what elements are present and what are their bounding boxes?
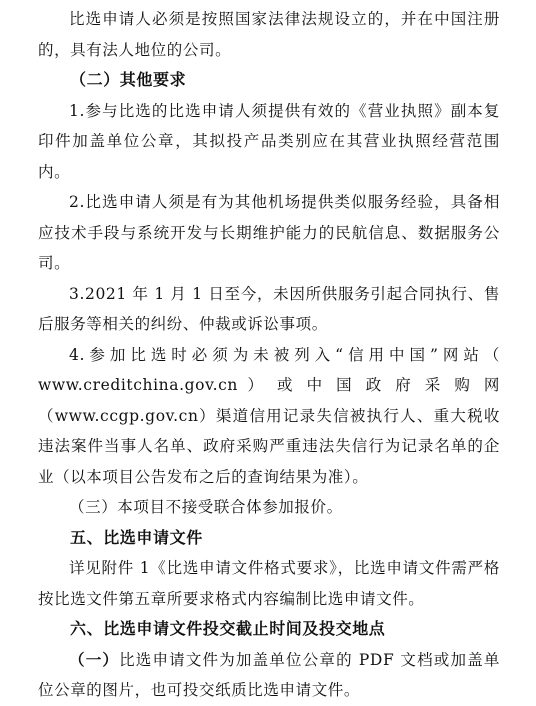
paragraph-application-format: 详见附件 1《比选申请文件格式要求》，比选申请文件需严格按比选文件第五章所要求格式内容编制比选申请文件。 — [38, 559, 500, 608]
paragraph-submission-text: 比选申请文件为加盖单位公章的 PDF 文档或加盖单位公章的图片，也可投交纸质比选申请文件。 — [38, 650, 500, 699]
heading-section-6: 六、比选申请文件投交截止时间及投交地点 — [70, 619, 386, 638]
paragraph-legal-entity: 比选申请人必须是按照国家法律法规设立的，并在中国注册的，具有法人地位的公司。 — [38, 10, 500, 59]
paragraph-submission-format — [38, 645, 500, 706]
paragraph-no-disputes: 3.2021 年 1 月 1 日至今，未因所供服务引起合同执行、售后服务等相关的纠纷、仲裁或诉讼事项。 — [38, 284, 500, 333]
document-body — [38, 4, 500, 706]
paragraph-credit-record: 4.参加比选时必须为未被列入“信用中国”网站（ www.creditchina.gov.cn ） 或 中 国 政 府 采 购 网（www.ccgp.gov.cn）渠道信用记录失信被执行人、重大税收违法案件当事人名单、政府采购严重违法失信行为记录名单的企业（以本项目公告发布之后的查询结果为准）。 — [38, 345, 500, 486]
heading-section-5: 五、比选申请文件 — [70, 527, 203, 547]
subsection-number: （一） — [69, 649, 120, 669]
paragraph-business-license: 1.参与比选的比选申请人须提供有效的《营业执照》副本复印件加盖单位公章，其拟投产品类别应在其营业执照经营范围内。 — [38, 101, 500, 181]
paragraph-service-experience: 2.比选申请人须是有为其他机场提供类似服务经验，具备相应技术手段与系统开发与长期维护能力的民航信息、数据服务公司。 — [38, 193, 500, 272]
heading-other-requirements: （二）其他要求 — [70, 70, 187, 89]
paragraph-no-consortium: （三）本项目不接受联合体参加报价。 — [69, 498, 343, 516]
